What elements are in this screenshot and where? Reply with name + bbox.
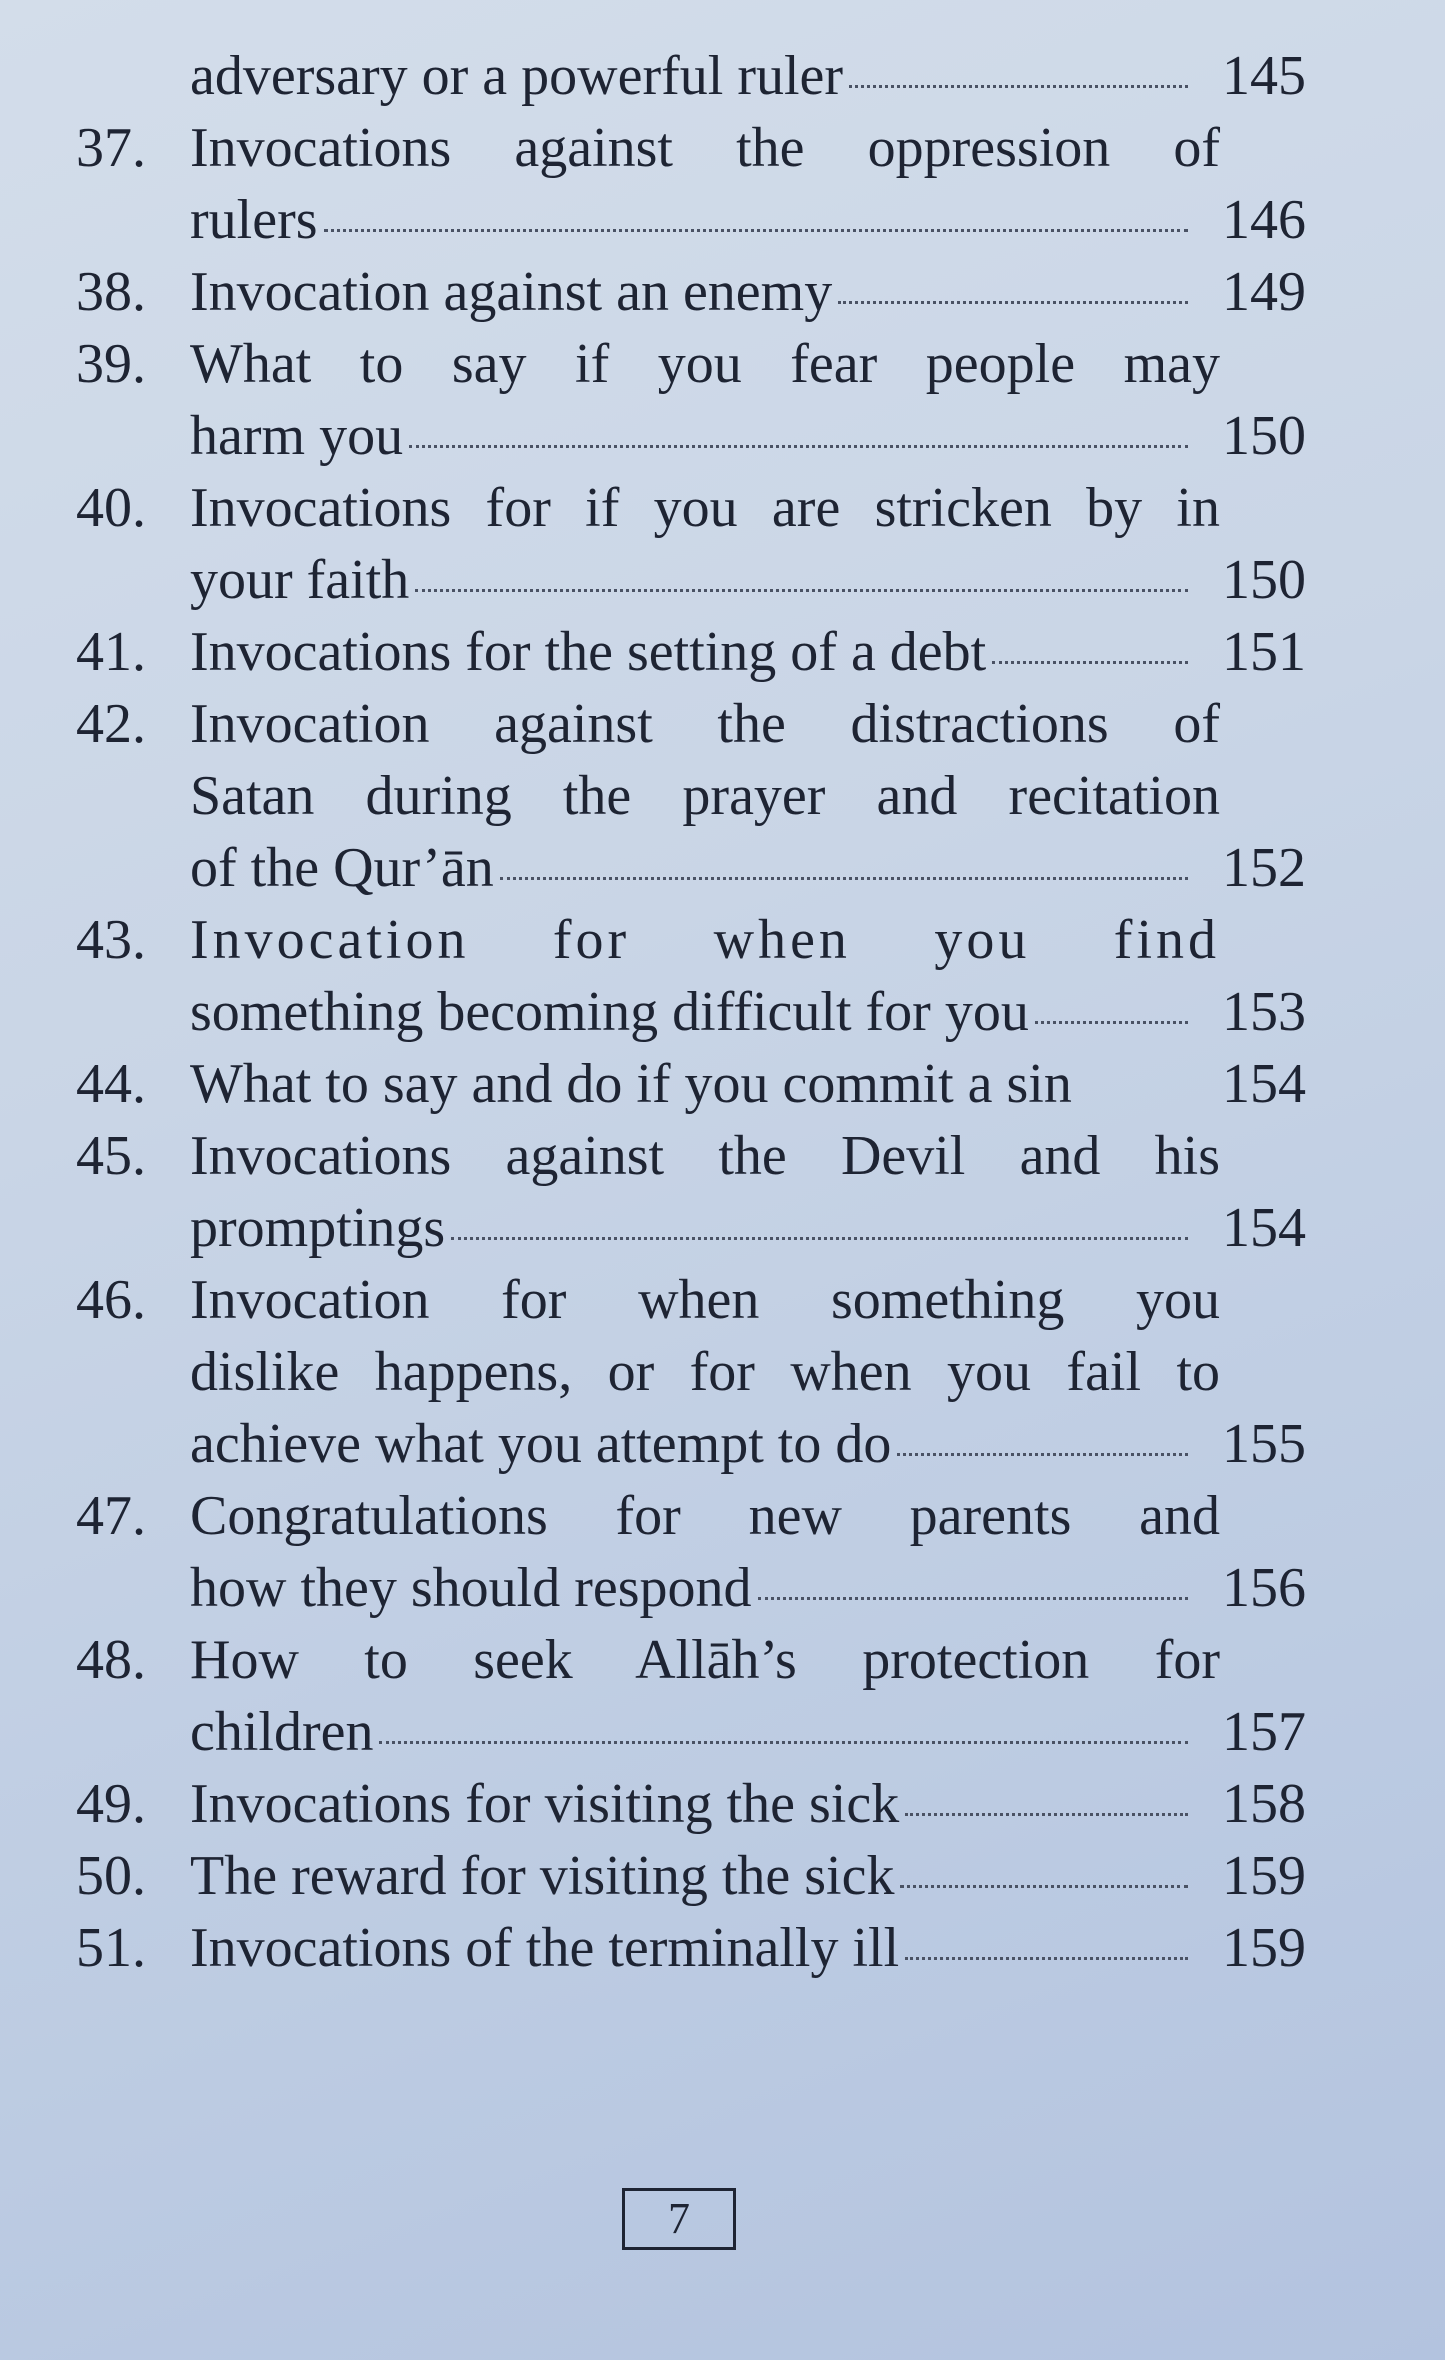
toc-entry — [76, 1840, 1306, 1912]
toc-entry-body — [190, 472, 1306, 616]
toc-entry-text: Invocation against an enemy — [190, 261, 833, 323]
toc-page-number: 150 — [1222, 549, 1306, 611]
toc-entry-body — [190, 112, 1306, 256]
toc-entry-text: promptings — [190, 1197, 446, 1259]
toc-entry-text: Invocations for visiting the sick — [190, 1773, 900, 1835]
toc-entry-number: 42. — [76, 693, 146, 755]
toc-entry-number: 46. — [76, 1269, 146, 1331]
toc-entry-body — [190, 1480, 1306, 1624]
toc-entry-last-line — [190, 40, 1306, 112]
toc-entry — [76, 1480, 1306, 1624]
toc-entry-last-line — [190, 544, 1306, 616]
dot-leader — [905, 1957, 1188, 1960]
toc-entry-body — [190, 688, 1306, 904]
toc-entry-last-line — [190, 616, 1306, 688]
toc-entry-body — [190, 1048, 1306, 1120]
toc-entry-text: Invocation for when something you — [190, 1269, 1220, 1331]
toc-entry-last-line — [190, 1768, 1306, 1840]
toc-entry-number: 37. — [76, 117, 146, 179]
toc-page-number: 146 — [1222, 189, 1306, 251]
toc-page-number: 155 — [1222, 1413, 1306, 1475]
toc-page-number: 145 — [1222, 45, 1306, 107]
toc-page-number: 159 — [1222, 1917, 1306, 1979]
toc-page-number: 149 — [1222, 261, 1306, 323]
dot-leader — [1035, 1021, 1188, 1024]
toc-entry-text: how they should respond — [190, 1557, 752, 1619]
toc-entry-number: 49. — [76, 1773, 146, 1835]
toc-entry-last-line — [190, 1408, 1306, 1480]
toc-entry-last-line — [190, 1840, 1306, 1912]
toc-entry-body — [190, 1120, 1306, 1264]
toc-entry — [76, 688, 1306, 904]
toc-entry — [76, 1912, 1306, 1984]
toc-entry-last-line — [190, 1696, 1306, 1768]
toc-entry-body — [190, 256, 1306, 328]
toc-entry-number: 48. — [76, 1629, 146, 1691]
dot-leader — [838, 301, 1188, 304]
toc-entry-text: adversary or a powerful ruler — [190, 45, 844, 107]
toc-entry-body — [190, 1912, 1306, 1984]
toc-entry — [76, 616, 1306, 688]
toc-entry-body — [190, 904, 1306, 1048]
toc-entry-body — [190, 1768, 1306, 1840]
toc-page-number: 156 — [1222, 1557, 1306, 1619]
table-of-contents — [76, 40, 1306, 1984]
toc-entry-last-line — [190, 1192, 1306, 1264]
toc-entry-text: Invocations against the Devil and his — [190, 1125, 1220, 1187]
toc-entry-text: Congratulations for new parents and — [190, 1485, 1220, 1547]
toc-entry-last-line — [190, 832, 1306, 904]
dot-leader — [415, 589, 1188, 592]
toc-page-number: 151 — [1222, 621, 1306, 683]
toc-entry-text: children — [190, 1701, 374, 1763]
toc-entry-text: harm you — [190, 405, 404, 467]
dot-leader — [758, 1597, 1188, 1600]
toc-entry-text: Invocation against the distractions of — [190, 693, 1220, 755]
toc-entry-body — [190, 328, 1306, 472]
toc-entry-last-line — [190, 1048, 1306, 1120]
toc-entry-last-line — [190, 256, 1306, 328]
dot-leader — [897, 1453, 1188, 1456]
toc-entry-number: 38. — [76, 261, 146, 323]
toc-page-number: 152 — [1222, 837, 1306, 899]
toc-page-number: 154 — [1222, 1053, 1306, 1115]
toc-entry-body — [190, 1840, 1306, 1912]
toc-page-number: 154 — [1222, 1197, 1306, 1259]
toc-entry-text: achieve what you attempt to do — [190, 1413, 892, 1475]
toc-entry-body — [190, 1264, 1306, 1480]
toc-entry — [76, 472, 1306, 616]
toc-entry — [76, 1264, 1306, 1480]
toc-entry — [76, 328, 1306, 472]
toc-entry-text: What to say and do if you commit a sin — [190, 1053, 1072, 1115]
dot-leader — [451, 1237, 1188, 1240]
toc-entry-text: Invocations of the terminally ill — [190, 1917, 900, 1979]
toc-entry — [76, 1768, 1306, 1840]
toc-entry — [76, 904, 1306, 1048]
toc-entry-last-line — [190, 184, 1306, 256]
dot-leader — [905, 1813, 1188, 1816]
toc-page-number: 150 — [1222, 405, 1306, 467]
toc-entry — [76, 1120, 1306, 1264]
toc-page-number: 158 — [1222, 1773, 1306, 1835]
dot-leader — [992, 661, 1188, 664]
toc-entry-number: 40. — [76, 477, 146, 539]
toc-entry-number: 51. — [76, 1917, 146, 1979]
dot-leader — [409, 445, 1188, 448]
toc-entry-text: your faith — [190, 549, 410, 611]
toc-entry-number: 39. — [76, 333, 146, 395]
toc-entry-last-line — [190, 1912, 1306, 1984]
toc-entry-text: rulers — [190, 189, 318, 251]
toc-page-number: 153 — [1222, 981, 1306, 1043]
toc-entry — [76, 112, 1306, 256]
toc-entry-number: 43. — [76, 909, 146, 971]
toc-page-number: 159 — [1222, 1845, 1306, 1907]
toc-entry-body — [190, 1624, 1306, 1768]
dot-leader — [500, 877, 1188, 880]
toc-entry-text: of the Qur’ān — [190, 837, 494, 899]
toc-entry — [76, 256, 1306, 328]
toc-entry-last-line — [190, 1552, 1306, 1624]
toc-entry-text: Satan during the prayer and recitation — [190, 765, 1220, 827]
toc-page-number: 157 — [1222, 1701, 1306, 1763]
toc-entry-number: 50. — [76, 1845, 146, 1907]
toc-entry-number: 47. — [76, 1485, 146, 1547]
toc-entry-text: Invocations against the oppression of — [190, 117, 1220, 179]
page-folio-number: 7 — [622, 2188, 736, 2250]
toc-entry-body — [190, 616, 1306, 688]
toc-entry-text: dislike happens, or for when you fail to — [190, 1341, 1220, 1403]
toc-entry-text: What to say if you fear people may — [190, 333, 1220, 395]
toc-entry-number: 41. — [76, 621, 146, 683]
toc-entry-last-line — [190, 976, 1306, 1048]
toc-entry — [76, 1624, 1306, 1768]
toc-entry-text: Invocations for the setting of a debt — [190, 621, 987, 683]
dot-leader — [849, 85, 1188, 88]
toc-entry — [76, 40, 1306, 112]
toc-entry-number: 45. — [76, 1125, 146, 1187]
dot-leader — [1078, 1093, 1188, 1096]
toc-entry-text: Invocations for if you are stricken by in — [190, 477, 1220, 539]
toc-entry-last-line — [190, 400, 1306, 472]
toc-entry-text: How to seek Allāh’s protection for — [190, 1629, 1220, 1691]
toc-entry-body — [190, 40, 1306, 112]
toc-entry-text: something becoming difficult for you — [190, 981, 1029, 1043]
toc-entry-text: The reward for visiting the sick — [190, 1845, 895, 1907]
dot-leader — [324, 229, 1188, 232]
toc-entry-number: 44. — [76, 1053, 146, 1115]
toc-entry — [76, 1048, 1306, 1120]
dot-leader — [379, 1741, 1188, 1744]
toc-entry-text: Invocation for when you find — [190, 909, 1220, 971]
dot-leader — [900, 1885, 1188, 1888]
